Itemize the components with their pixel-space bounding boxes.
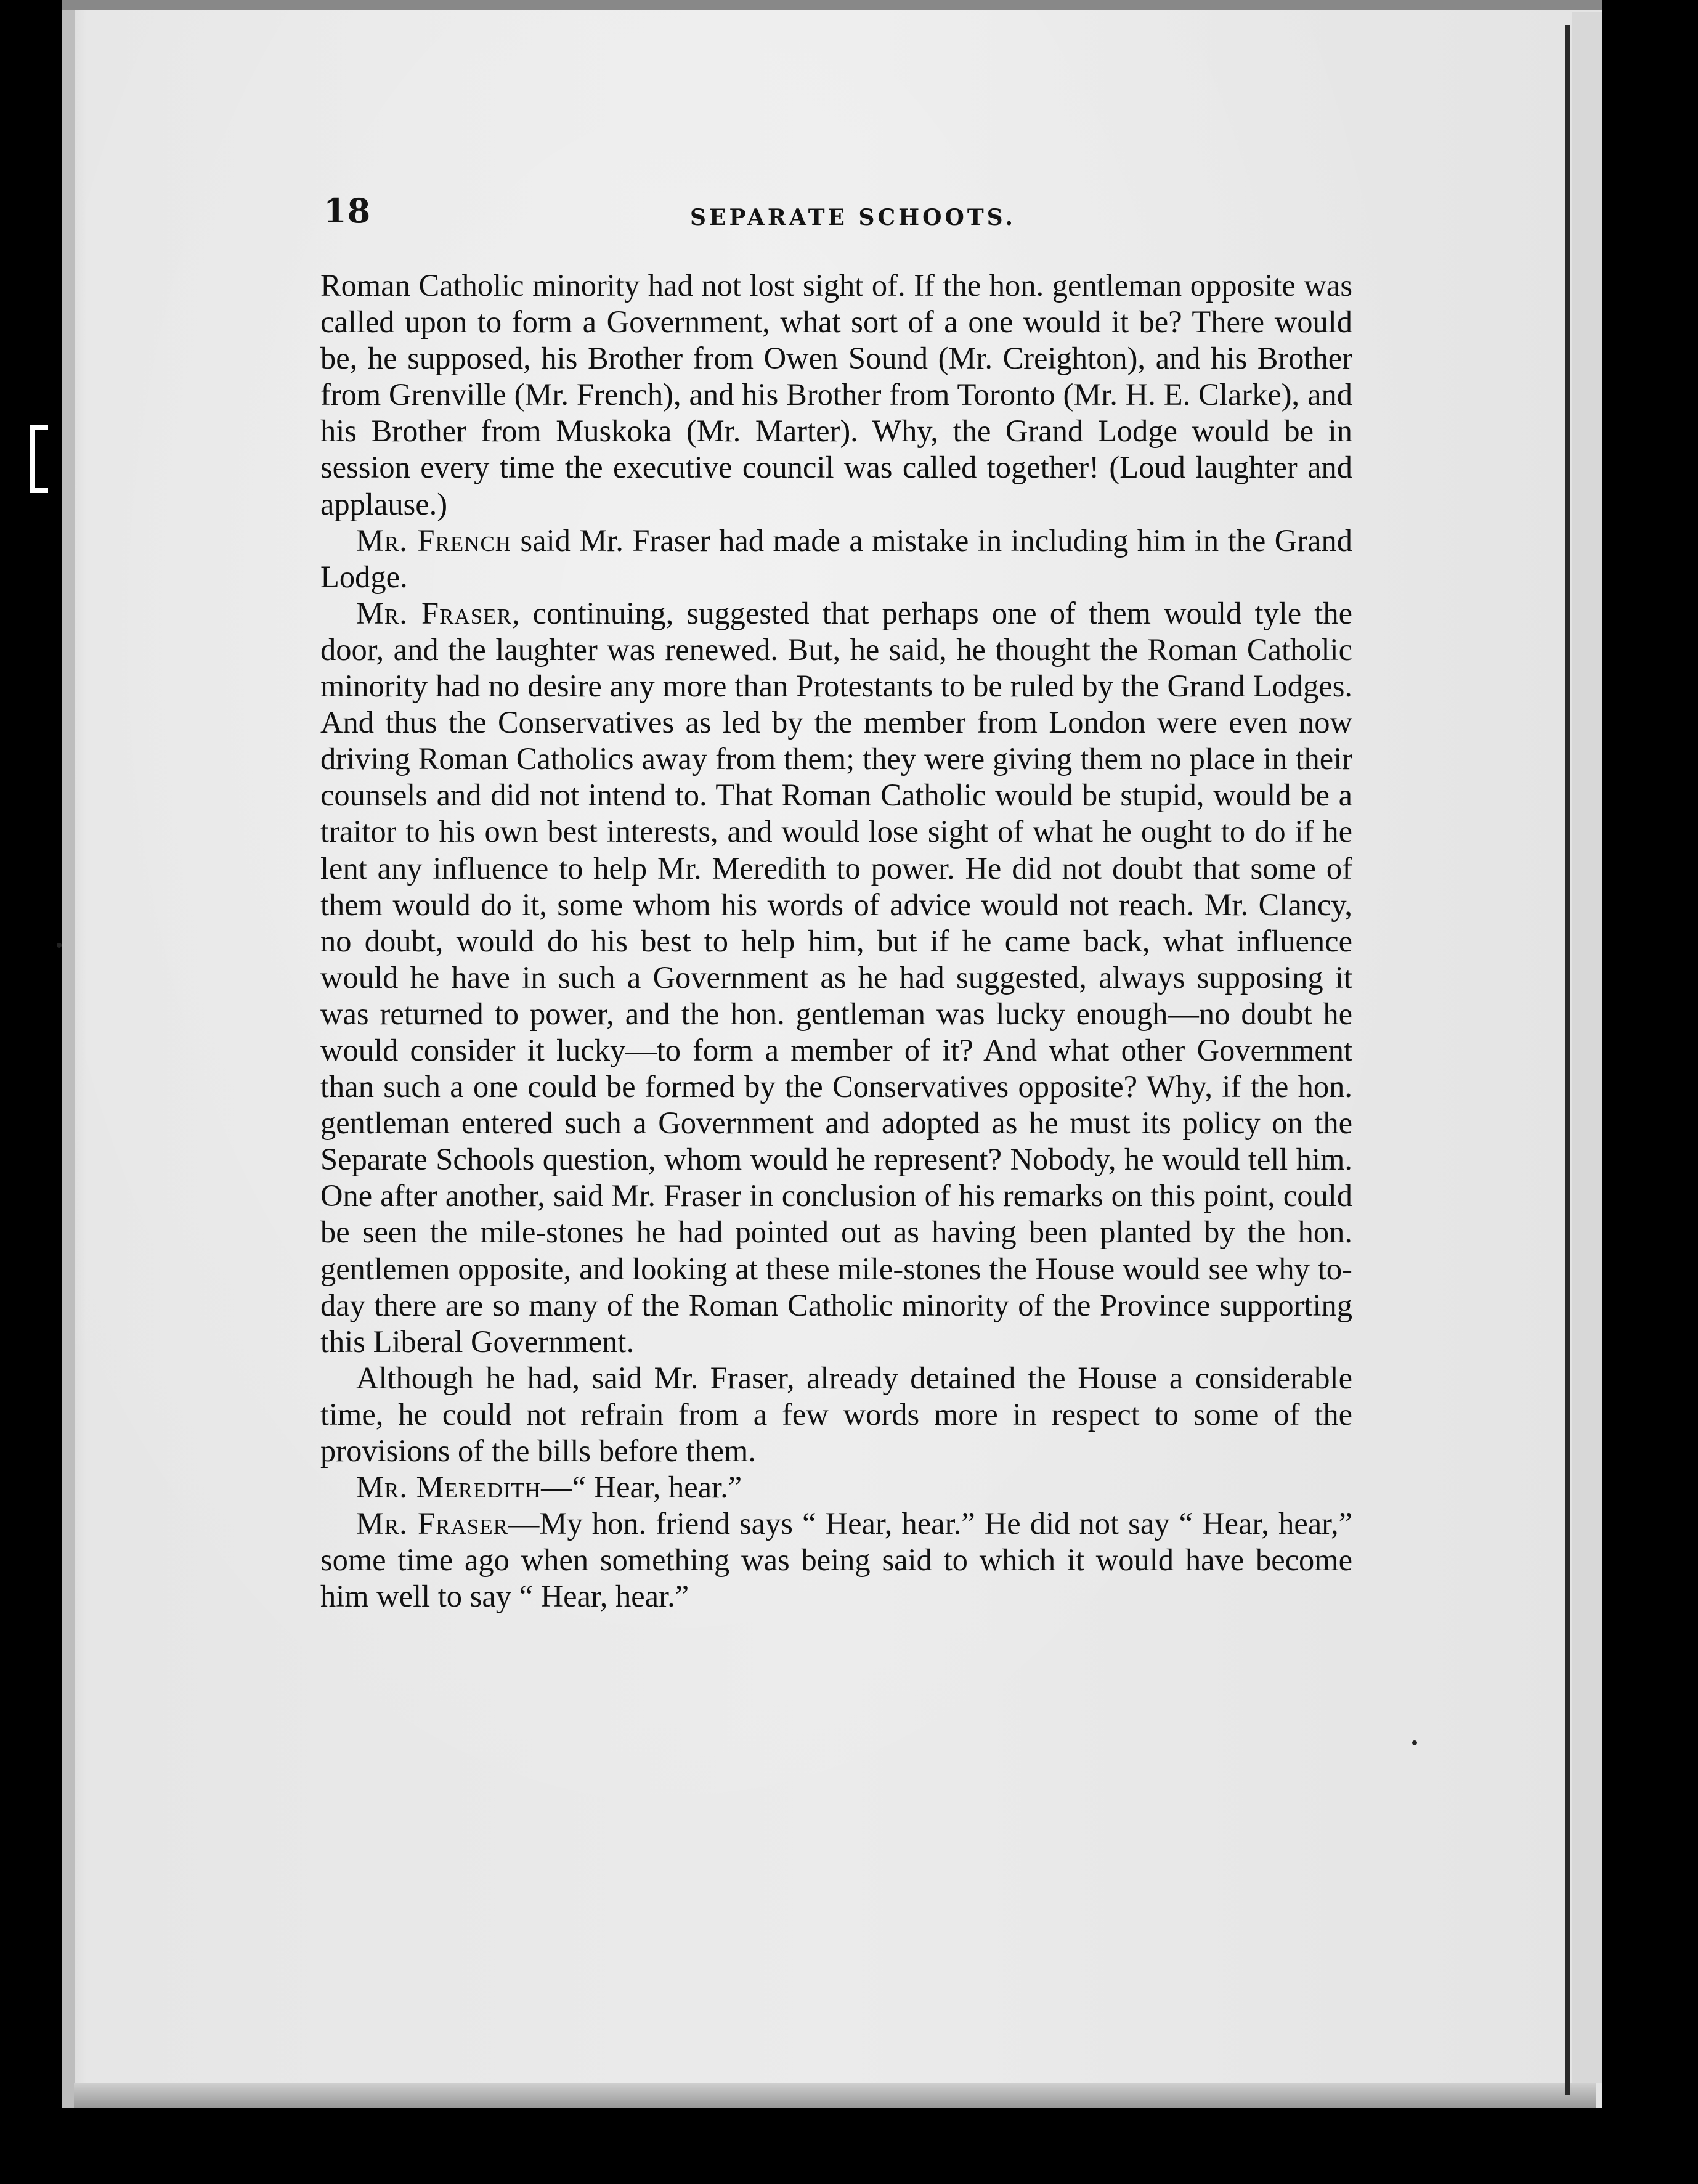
- paragraph: [320, 523, 1352, 595]
- page-left-edge-shadow: [62, 0, 75, 2108]
- speck-mark: [57, 943, 62, 948]
- fold-line: [1565, 25, 1570, 2095]
- paragraph: [320, 1506, 1352, 1615]
- page-top-edge: [62, 0, 1602, 10]
- scan-background-right: [1602, 0, 1698, 2184]
- speaker-name: Mr. Fraser: [356, 595, 512, 630]
- page-number: 18: [323, 191, 372, 230]
- paragraph-text: —My hon. friend says “ Hear, hear.” He did not say “ Hear, hear,” some time ago when something was being said to which it would have become him well to say “ Hear, hear.”: [320, 1506, 1352, 1614]
- paragraph: [320, 267, 1352, 523]
- speck-mark: [1412, 1740, 1417, 1745]
- paragraph: [320, 1469, 1352, 1506]
- speaker-name: Mr. Meredith: [356, 1470, 542, 1505]
- paragraph-text: —“ Hear, hear.”: [541, 1470, 742, 1505]
- paragraph-text: , continuing, suggested that perhaps one of them would tyle the door, and the laughter was renewed. But, he said, he thought the Roman Catholic minority had no desire any more than Protestants to be ruled by the Grand Lodges. And thus the Conservatives as led by the member from London were even now driving Roman Catholics away from them; they were giving them no place in their counsels and did not intend to. That Roman Catholic would be stupid, would be a traitor to his own best interests, and would lose sight of what he ought to do if he lent any influence to help Mr. Meredith to power. He did not doubt that some of them would do it, some whom his words of advice would not reach. Mr. Clancy, no doubt, would do his best to help him, but if he came back, what influence would he have in such a Government as he had suggested, always supposing it was returned to power, and the hon. gentleman was lucky enough—no doubt he would consider it lucky—to form a member of it? And what other Government than such a one could be formed by the Conservatives opposite? Why, if the hon. gentleman entered such a Government and adopted as he must its policy on the Separate Schools question, whom would he represent? Nobody, he would tell him. One after another, said Mr. Fraser in conclusion of his remarks on this point, could be seen the mile-stones he had pointed out as having been planted by the hon. gentlemen opposite, and looking at these mile-stones the House would see why to-day there are so many of the Roman Catholic minority of the Province supporting this Liberal Government.: [320, 595, 1352, 1359]
- speaker-name: Mr. French: [356, 523, 512, 558]
- paragraph: [320, 595, 1352, 1360]
- paragraph: [320, 1360, 1352, 1469]
- body-text: [320, 267, 1352, 1615]
- paragraph-text: Although he had, said Mr. Fraser, already detained the House a considerable time, he could not refrain from a few words more in respect to some of the provisions of the bills before them.: [320, 1360, 1352, 1468]
- paragraph-text: said Mr. Fraser had made a mistake in including him in the Grand Lodge.: [320, 523, 1352, 594]
- speaker-name: Mr. Fraser: [356, 1506, 508, 1541]
- paragraph-text: Roman Catholic minority had not lost sight of. If the hon. gentleman opposite was called upon to form a Government, what sort of a one would it be? There would be, he supposed, his Brother from Owen Sound (Mr. Creighton), and his Brother from Grenville (Mr. French), and his Brother from Toronto (Mr. H. E. Clarke), and his Brother from Muskoka (Mr. Marter). Why, the Grand Lodge would be in session every time the executive council was called together! (Loud laughter and applause.): [320, 268, 1352, 521]
- adjacent-page-edge: [1572, 12, 1602, 2083]
- page-bottom-edge: [74, 2083, 1596, 2108]
- binding-bracket-mark: [30, 425, 48, 493]
- running-title: SEPARATE SCHOOTS.: [690, 205, 1016, 230]
